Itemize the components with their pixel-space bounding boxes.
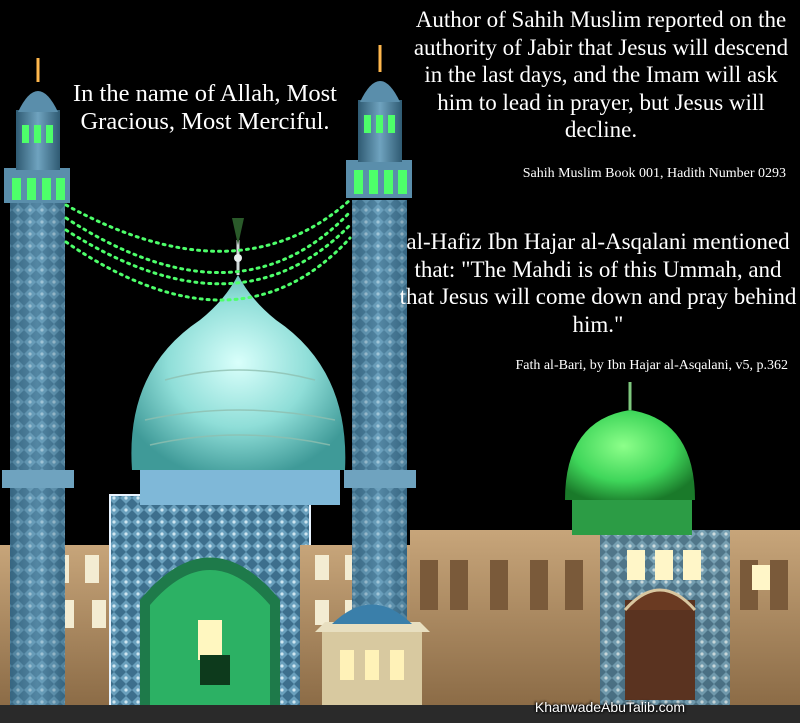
ibn-hajar-quote: al-Hafiz Ibn Hajar al-Asqalani mentioned that: "The Mahdi is of this Ummah, and that Jesus will come down and pray behind him." [399, 229, 797, 337]
hadith-quote: Author of Sahih Muslim reported on the authority of Jabir that Jesus will descend in the last days, and the Imam will ask him to lead in prayer, but Jesus will decline. [413, 7, 789, 143]
ibn-hajar-source: Fath al-Bari, by Ibn Hajar al-Asqalani, v5, p.362 [515, 358, 788, 373]
website-watermark: KhanwadeAbuTalib.com [534, 699, 686, 715]
hadith-source: Sahih Muslim Book 001, Hadith Number 0293 [522, 166, 786, 181]
greeting-text: In the name of Allah, Most Gracious, Most Merciful. [72, 80, 337, 135]
right-building [410, 530, 800, 710]
